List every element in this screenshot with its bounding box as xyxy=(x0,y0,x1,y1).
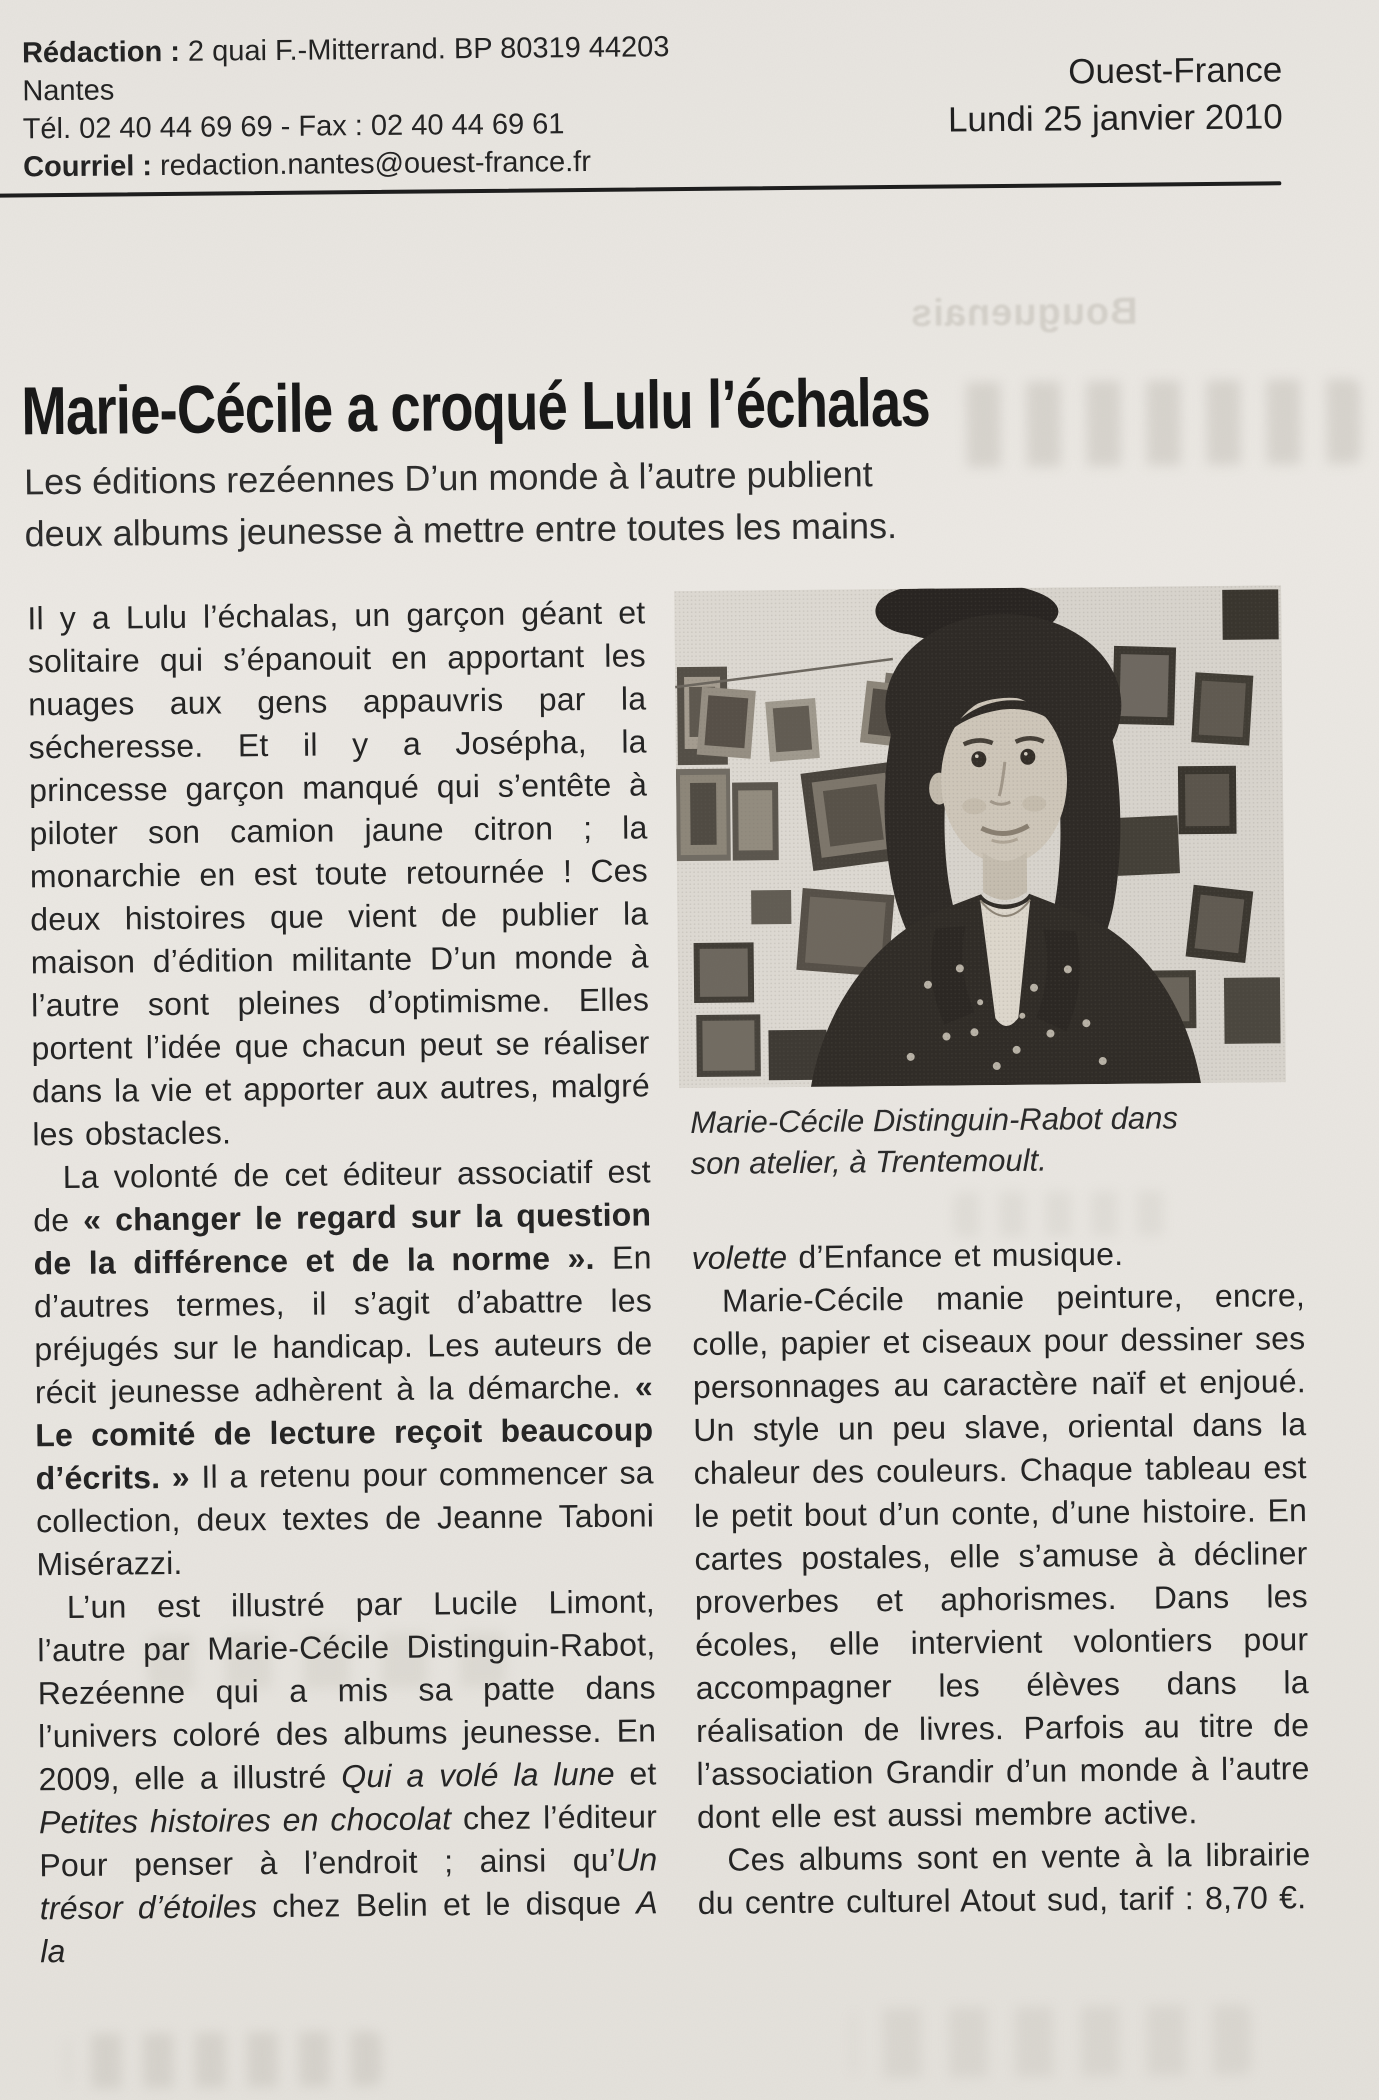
text-segment: Marie-Cécile manie peinture, encre, colle, papier et ciseaux pour dessiner ses personnages au caractère naïf et enjoué. Un style un peu slave, oriental dans la chaleur des couleurs. Chaque tableau est le petit bout d’un conte, d’une histoire. En cartes postales, elle s’amuse à décliner proverbes et aphorismes. Dans les écoles, elle intervient volontiers pour accompagner les élèves dans la réalisation de livres. Parfois au titre de l’association Grandir d’un monde à l’autre dont elle est aussi membre active. xyxy=(692,1277,1310,1835)
photo-caption xyxy=(690,1096,1304,1184)
issue-date: Lundi 25 janvier 2010 xyxy=(947,97,1283,140)
masthead-address-line xyxy=(22,28,723,111)
masthead-email-line xyxy=(23,142,723,187)
text-segment: « Le comité de lecture reçoit beaucoup d’écrits. » xyxy=(35,1368,654,1497)
article-paragraph xyxy=(697,1833,1311,1925)
text-segment: Un trésor d’étoiles xyxy=(39,1841,658,1927)
article-paragraph xyxy=(37,1580,659,1973)
article-body-right-column xyxy=(685,585,1311,1925)
redaction-address: 2 quai F.-Mitterrand. BP 80319 44203 Nantes xyxy=(22,31,670,108)
text-segment: chez Belin et le disque xyxy=(256,1884,637,1925)
text-segment: A la xyxy=(40,1884,658,1970)
subhead-line-2: deux albums jeunesse à mettre entre toutes les mains. xyxy=(24,504,898,555)
photo-caption-line-1: Marie-Cécile Distinguin-Rabot dans xyxy=(690,1100,1179,1141)
courriel-label: Courriel : xyxy=(22,150,153,184)
text-segment: volette xyxy=(691,1239,788,1276)
photo-caption-line-2: son atelier, à Trentemoult. xyxy=(690,1142,1047,1182)
redaction-label: Rédaction : xyxy=(21,35,181,70)
text-segment: Il y a Lulu l’échalas, un garçon géant et solitaire qui s’épanouit en apportant les nuages aux gens appauvris par la sécheresse. Et il y a Josépha, la princesse garçon manqué qui s’entête à piloter son camion jaune citron ; la monarchie en est toute retournée ! Ces deux histoires que vient de publier la maison d’édition militante D’un monde à l’autre sont pleines d’optimisme. Elles portent l’idée que chacun peut se réaliser dans la vie et apporter aux autres, malgré les obstacles. xyxy=(27,594,651,1153)
text-segment: Petites histoires en chocolat xyxy=(38,1800,452,1841)
masthead-phone-line: Tél. 02 40 44 69 69 - Fax : 02 40 44 69 61 xyxy=(22,108,565,146)
bleedthrough-smudge xyxy=(940,379,1361,468)
article-body-left-column xyxy=(27,591,658,1973)
courriel-address: redaction.nantes@ouest-france.fr xyxy=(151,145,592,183)
subhead-line-1: Les éditions rezéennes D’un monde à l’autre publient xyxy=(23,453,873,503)
article-paragraph xyxy=(27,591,650,1156)
masthead-contact-block xyxy=(22,28,723,187)
article-photo xyxy=(674,585,1286,1088)
text-segment: d’Enfance et musique. xyxy=(787,1235,1124,1276)
article-paragraph xyxy=(692,1274,1310,1839)
halftone-overlay xyxy=(674,585,1286,1088)
text-segment: chez l’éditeur Pour penser à l’endroit ; ainsi qu’ xyxy=(39,1798,658,1884)
right-column-text xyxy=(691,1231,1311,1925)
article-paragraph xyxy=(691,1231,1304,1280)
article-headline: Marie-Cécile a croqué Lulu l’échalas xyxy=(21,364,931,450)
article-paragraph xyxy=(33,1150,655,1586)
text-segment: Il a retenu pour commencer sa collection, deux textes de Jeanne Taboni Misérazzi. xyxy=(35,1454,655,1583)
text-segment: et xyxy=(614,1755,657,1792)
photo-halftone-portrait xyxy=(674,585,1286,1088)
text-segment: Qui a volé la lune xyxy=(341,1755,615,1795)
text-segment: En d’autres termes, il s’agit d’abattre les préjugés sur le handicap. Les auteurs de récit jeunesse adhèrent à la démarche. xyxy=(33,1239,653,1411)
publication-name: Ouest-France xyxy=(1068,50,1283,92)
article-subhead xyxy=(24,448,897,560)
bleedthrough-smudge xyxy=(851,2005,1252,2079)
masthead-edition-block xyxy=(947,46,1283,143)
bleedthrough-smudge xyxy=(66,2031,382,2089)
bleedthrough-reverse-text: Bouguenais xyxy=(909,290,1138,335)
text-segment: « changer le regard sur la question de la différence et de la norme ». xyxy=(33,1196,652,1282)
text-segment: Ces albums sont en vente à la librairie du centre culturel Atout sud, tarif : 8,70 €. xyxy=(697,1836,1311,1921)
text-segment: L’un est illustré par Lucile Limont, l’autre par Marie-Cécile Distinguin-Rabot, Rezéenne qui a mis sa patte dans l’univers coloré des albums jeunesse. En 2009, elle a illustré xyxy=(37,1583,657,1798)
text-segment: La volonté de cet éditeur associatif est de xyxy=(33,1153,651,1239)
